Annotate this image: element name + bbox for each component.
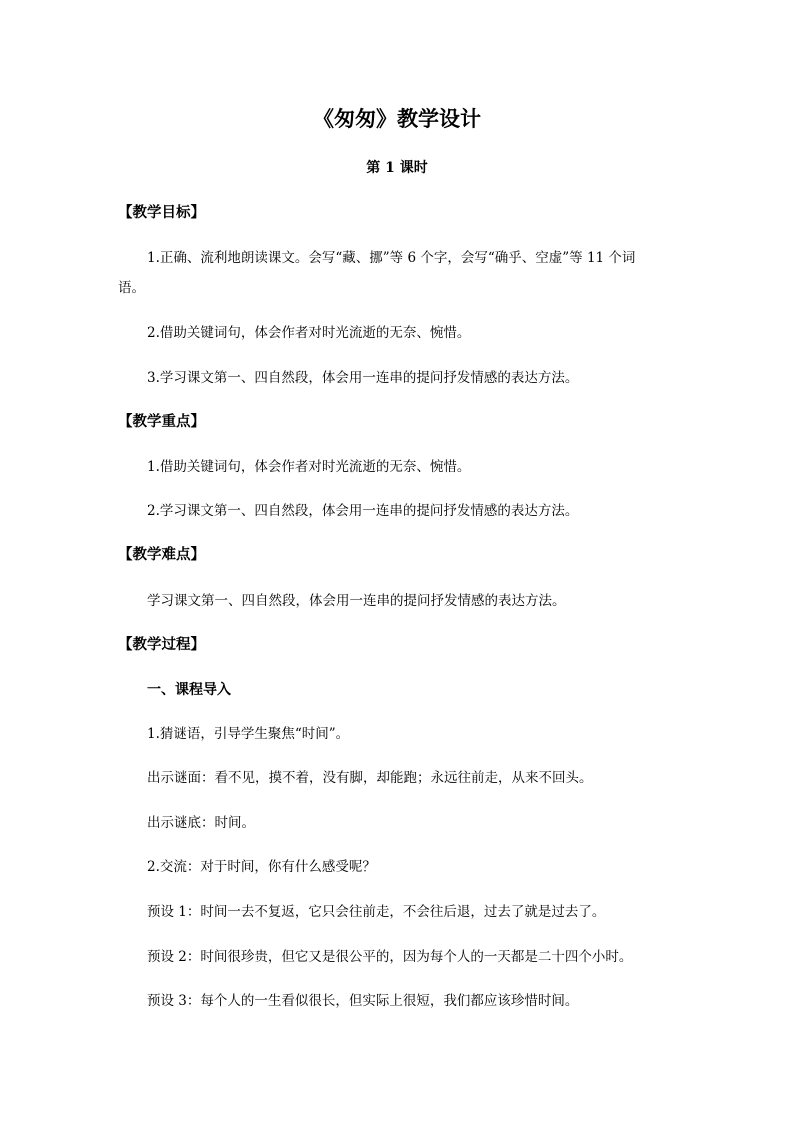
- process-paragraph: 1.猜谜语，引导学生聚焦“时间”。: [147, 726, 350, 742]
- objectives-heading: 【教学目标】: [118, 204, 205, 221]
- process-paragraph: 预设 3：每个人的一生看似很长，但实际上很短，我们都应该珍惜时间。: [147, 993, 579, 1009]
- key-point-item-2: 2.学习课文第一、四自然段，体会用一连串的提问抒发情感的表达方法。: [147, 503, 579, 519]
- difficulty-item-1: 学习课文第一、四自然段，体会用一连串的提问抒发情感的表达方法。: [147, 593, 566, 609]
- key-point-item-1: 1.借助关键词句，体会作者对时光流逝的无奈、惋惜。: [147, 459, 471, 475]
- objective-item-1-continued: 语。: [118, 280, 145, 296]
- process-paragraph: 出示谜底：时间。: [147, 815, 255, 831]
- process-part1-heading: 一、课程导入: [147, 682, 231, 698]
- lesson-number: 第 1 课时: [366, 160, 428, 176]
- objective-item-1: 1.正确、流利地朗读课文。会写“藏、挪”等 6 个字，会写“确乎、空虚”等 11 个词: [147, 250, 636, 266]
- process-paragraph: 出示谜面：看不见，摸不着，没有脚，却能跑；永远往前走，从来不回头。: [147, 770, 593, 786]
- process-heading: 【教学过程】: [118, 636, 205, 653]
- difficulties-heading: 【教学难点】: [118, 546, 205, 563]
- objective-item-2: 2.借助关键词句，体会作者对时光流逝的无奈、惋惜。: [147, 325, 471, 341]
- objective-item-3: 3.学习课文第一、四自然段，体会用一连串的提问抒发情感的表达方法。: [147, 370, 579, 386]
- process-paragraph: 预设 1：时间一去不复返，它只会往前走，不会往后退，过去了就是过去了。: [147, 904, 606, 920]
- process-paragraph: 预设 2：时间很珍贵，但它又是很公平的，因为每个人的一天都是二十四个小时。: [147, 949, 633, 965]
- process-paragraph: 2.交流：对于时间，你有什么感受呢？: [147, 859, 376, 875]
- key-points-heading: 【教学重点】: [118, 413, 205, 430]
- document-title: 《匆匆》教学设计: [313, 106, 481, 131]
